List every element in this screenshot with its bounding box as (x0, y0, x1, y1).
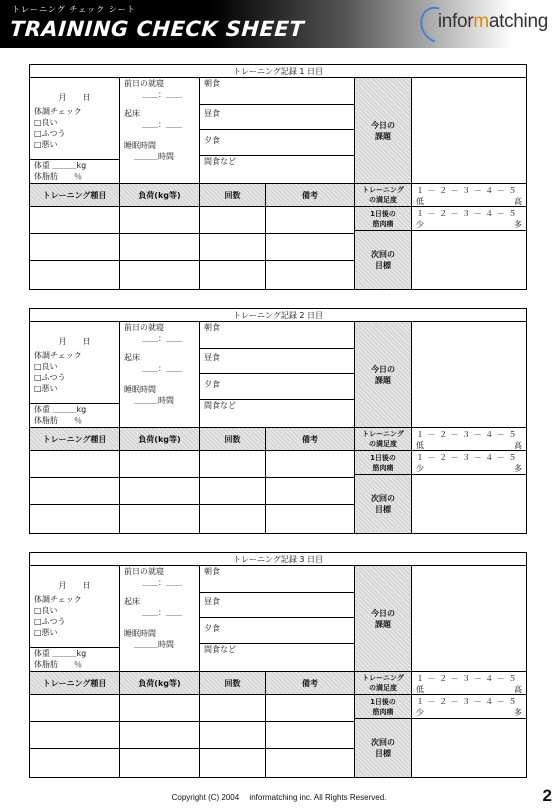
table-cell (200, 695, 266, 722)
soreness-low: 少 (416, 220, 424, 229)
bedtime-value: ＿＿：＿＿ (142, 334, 182, 343)
soreness-line1: 1日後の (370, 697, 396, 706)
soreness-high: 多 (514, 708, 522, 717)
table-cell (266, 234, 355, 261)
condition-label: 体調チェック (34, 351, 82, 360)
soreness-line1: 1日後の (370, 453, 396, 462)
table-cell (266, 695, 355, 722)
today-task-label (355, 78, 412, 183)
breakfast-field (200, 322, 355, 349)
table-cell (200, 722, 266, 749)
logo-text-end: atching (488, 11, 548, 32)
table-cell (30, 207, 120, 234)
sleep-value: ＿＿＿時間 (134, 396, 174, 405)
soreness-low: 少 (416, 708, 424, 717)
table-cell (200, 234, 266, 261)
table-cell (120, 261, 200, 289)
table-cell (30, 722, 120, 749)
today-task-line2: 課題 (375, 375, 391, 385)
col-header-item: トレーニング種目 (30, 671, 120, 695)
snack-field (200, 644, 355, 671)
condition-normal-checkbox: □ふつう (34, 373, 66, 382)
today-task-label (355, 322, 412, 427)
training-record-sheet (29, 308, 527, 534)
sleep-block (120, 566, 200, 671)
logo-text-start: infor (437, 11, 474, 32)
today-task-field (412, 78, 526, 183)
satisfaction-low: 低 (416, 441, 424, 450)
bedtime-label: 前日の就寝 (124, 567, 164, 576)
satisfaction-low: 低 (416, 197, 424, 206)
col-header-item: トレーニング種目 (30, 183, 120, 207)
record-title: トレーニング記録 2 日目 (30, 309, 526, 322)
weight-bodyfat (30, 647, 120, 671)
table-cell (266, 451, 355, 478)
next-goal-label (355, 475, 412, 533)
today-task-line2: 課題 (375, 619, 391, 629)
col-header-reps: 回数 (200, 183, 266, 207)
sleep-block (120, 78, 200, 183)
table-cell (266, 261, 355, 289)
bedtime-label: 前日の就寝 (124, 79, 164, 88)
snack-label: 間食など (204, 157, 236, 166)
condition-bad-checkbox: □悪い (34, 140, 58, 149)
soreness-label (355, 695, 412, 719)
training-record-sheet (29, 552, 527, 778)
table-cell (30, 451, 120, 478)
table-cell (200, 451, 266, 478)
soreness-line1: 1日後の (370, 209, 396, 218)
dinner-field (200, 374, 355, 400)
record-title: トレーニング記録 1 日目 (30, 65, 526, 78)
sleep-block (120, 322, 200, 427)
snack-field (200, 400, 355, 427)
bedtime-label: 前日の就寝 (124, 323, 164, 332)
table-cell (30, 505, 120, 533)
date-field: 月 日 (30, 78, 120, 106)
satisfaction-label (355, 427, 412, 451)
today-task-field (412, 566, 526, 671)
snack-label: 間食など (204, 401, 236, 410)
satisfaction-low: 低 (416, 685, 424, 694)
satisfaction-line2: の満足度 (369, 440, 397, 448)
soreness-low: 少 (416, 464, 424, 473)
next-goal-label (355, 719, 412, 777)
satisfaction-line2: の満足度 (369, 684, 397, 692)
table-cell (266, 505, 355, 533)
soreness-scale (412, 207, 526, 231)
table-cell (120, 505, 200, 533)
condition-bad-checkbox: □悪い (34, 628, 58, 637)
table-cell (120, 749, 200, 777)
table-cell (266, 722, 355, 749)
satisfaction-line1: トレーニング (362, 674, 404, 682)
table-cell (120, 207, 200, 234)
condition-bad-checkbox: □悪い (34, 384, 58, 393)
dinner-label: 夕食 (204, 136, 220, 145)
logo-text-highlight: m (473, 11, 489, 32)
satisfaction-line2: の満足度 (369, 196, 397, 204)
col-header-reps: 回数 (200, 671, 266, 695)
satisfaction-line1: トレーニング (362, 186, 404, 194)
training-record-sheet (29, 64, 527, 290)
breakfast-field (200, 78, 355, 105)
lunch-label: 昼食 (204, 597, 220, 606)
lunch-label: 昼食 (204, 109, 220, 118)
soreness-line2: 筋肉痛 (372, 219, 394, 228)
next-goal-field (412, 719, 526, 777)
satisfaction-scale-numbers: １ － ２ － ３ － ４ － ５ (416, 430, 517, 439)
satisfaction-scale (412, 183, 526, 207)
soreness-scale (412, 451, 526, 475)
next-goal-line2: 目標 (375, 749, 391, 758)
date-field: 月 日 (30, 322, 120, 350)
next-goal-line2: 目標 (375, 261, 391, 270)
wake-label: 起床 (124, 597, 140, 606)
bedtime-value: ＿＿：＿＿ (142, 578, 182, 587)
table-cell (30, 234, 120, 261)
today-task-line1: 今日の (371, 364, 395, 374)
satisfaction-label (355, 183, 412, 207)
satisfaction-scale-numbers: １ － ２ － ３ － ４ － ５ (416, 674, 517, 683)
satisfaction-scale (412, 671, 526, 695)
col-header-notes: 備考 (266, 427, 355, 451)
col-header-item: トレーニング種目 (30, 427, 120, 451)
snack-label: 間食など (204, 645, 236, 654)
bodyfat-field: 体脂肪 ％ (34, 416, 82, 425)
breakfast-label: 朝食 (204, 567, 220, 576)
today-task-line1: 今日の (371, 120, 395, 130)
bodyfat-field: 体脂肪 ％ (34, 172, 82, 181)
col-header-load: 負荷(kg等) (120, 183, 200, 207)
next-goal-line1: 次回の (371, 494, 395, 503)
satisfaction-label (355, 671, 412, 695)
next-goal-field (412, 475, 526, 533)
record-title: トレーニング記録 3 日目 (30, 553, 526, 566)
breakfast-label: 朝食 (204, 323, 220, 332)
wake-value: ＿＿：＿＿ (142, 608, 182, 617)
bedtime-value: ＿＿：＿＿ (142, 90, 182, 99)
wake-label: 起床 (124, 353, 140, 362)
satisfaction-scale-numbers: １ － ２ － ３ － ４ － ５ (416, 186, 517, 195)
header-title: TRAINING CHECK SHEET (9, 17, 305, 41)
condition-good-checkbox: □良い (34, 606, 58, 615)
col-header-load: 負荷(kg等) (120, 427, 200, 451)
table-cell (120, 451, 200, 478)
table-cell (200, 749, 266, 777)
soreness-line2: 筋肉痛 (372, 707, 394, 716)
col-header-load: 負荷(kg等) (120, 671, 200, 695)
condition-good-checkbox: □良い (34, 362, 58, 371)
snack-field (200, 156, 355, 183)
lunch-field (200, 105, 355, 130)
table-cell (200, 207, 266, 234)
satisfaction-scale (412, 427, 526, 451)
bodyfat-field: 体脂肪 ％ (34, 660, 82, 669)
col-header-reps: 回数 (200, 427, 266, 451)
soreness-line2: 筋肉痛 (372, 463, 394, 472)
today-task-line2: 課題 (375, 131, 391, 141)
next-goal-line1: 次回の (371, 738, 395, 747)
page-number: 2 (542, 786, 552, 805)
condition-label: 体調チェック (34, 595, 82, 604)
satisfaction-line1: トレーニング (362, 430, 404, 438)
table-cell (30, 478, 120, 505)
table-cell (266, 207, 355, 234)
condition-normal-checkbox: □ふつう (34, 129, 66, 138)
table-cell (30, 695, 120, 722)
soreness-label (355, 451, 412, 475)
table-cell (120, 478, 200, 505)
lunch-field (200, 349, 355, 374)
satisfaction-high: 高 (514, 197, 522, 206)
condition-check (30, 350, 120, 403)
wake-label: 起床 (124, 109, 140, 118)
breakfast-label: 朝食 (204, 79, 220, 88)
sleep-label: 睡眠時間 (124, 141, 156, 150)
soreness-high: 多 (514, 220, 522, 229)
today-task-label (355, 566, 412, 671)
breakfast-field (200, 566, 355, 593)
soreness-label (355, 207, 412, 231)
table-cell (200, 261, 266, 289)
weight-field: 体重 ＿＿＿kg (34, 405, 87, 414)
col-header-notes: 備考 (266, 183, 355, 207)
soreness-scale-numbers: １ － ２ － ３ － ４ － ５ (416, 697, 517, 706)
dinner-label: 夕食 (204, 624, 220, 633)
dinner-field (200, 618, 355, 644)
soreness-high: 多 (514, 464, 522, 473)
soreness-scale-numbers: １ － ２ － ３ － ４ － ５ (416, 209, 517, 218)
table-cell (266, 749, 355, 777)
soreness-scale (412, 695, 526, 719)
table-cell (200, 478, 266, 505)
condition-check (30, 106, 120, 159)
wake-value: ＿＿：＿＿ (142, 364, 182, 373)
company-logo (438, 11, 548, 33)
next-goal-line2: 目標 (375, 505, 391, 514)
sleep-label: 睡眠時間 (124, 385, 156, 394)
wake-value: ＿＿：＿＿ (142, 120, 182, 129)
weight-bodyfat (30, 403, 120, 427)
condition-label: 体調チェック (34, 107, 82, 116)
table-cell (200, 505, 266, 533)
table-cell (120, 722, 200, 749)
table-cell (120, 234, 200, 261)
sleep-value: ＿＿＿時間 (134, 152, 174, 161)
sleep-label: 睡眠時間 (124, 629, 156, 638)
condition-check (30, 594, 120, 647)
next-goal-field (412, 231, 526, 289)
sleep-value: ＿＿＿時間 (134, 640, 174, 649)
condition-good-checkbox: □良い (34, 118, 58, 127)
footer-copyright: Copyright (C) 2004 informatching inc. All Rights Reserved. (171, 793, 387, 802)
table-cell (30, 261, 120, 289)
today-task-line1: 今日の (371, 608, 395, 618)
weight-field: 体重 ＿＿＿kg (34, 161, 87, 170)
dinner-label: 夕食 (204, 380, 220, 389)
lunch-field (200, 593, 355, 618)
table-cell (120, 695, 200, 722)
weight-bodyfat (30, 159, 120, 183)
col-header-notes: 備考 (266, 671, 355, 695)
satisfaction-high: 高 (514, 441, 522, 450)
satisfaction-high: 高 (514, 685, 522, 694)
next-goal-line1: 次回の (371, 250, 395, 259)
lunch-label: 昼食 (204, 353, 220, 362)
today-task-field (412, 322, 526, 427)
weight-field: 体重 ＿＿＿kg (34, 649, 87, 658)
next-goal-label (355, 231, 412, 289)
condition-normal-checkbox: □ふつう (34, 617, 66, 626)
table-cell (30, 749, 120, 777)
soreness-scale-numbers: １ － ２ － ３ － ４ － ５ (416, 453, 517, 462)
date-field: 月 日 (30, 566, 120, 594)
table-cell (266, 478, 355, 505)
dinner-field (200, 130, 355, 156)
header-subtitle: トレーニング チェック シート (12, 5, 136, 14)
